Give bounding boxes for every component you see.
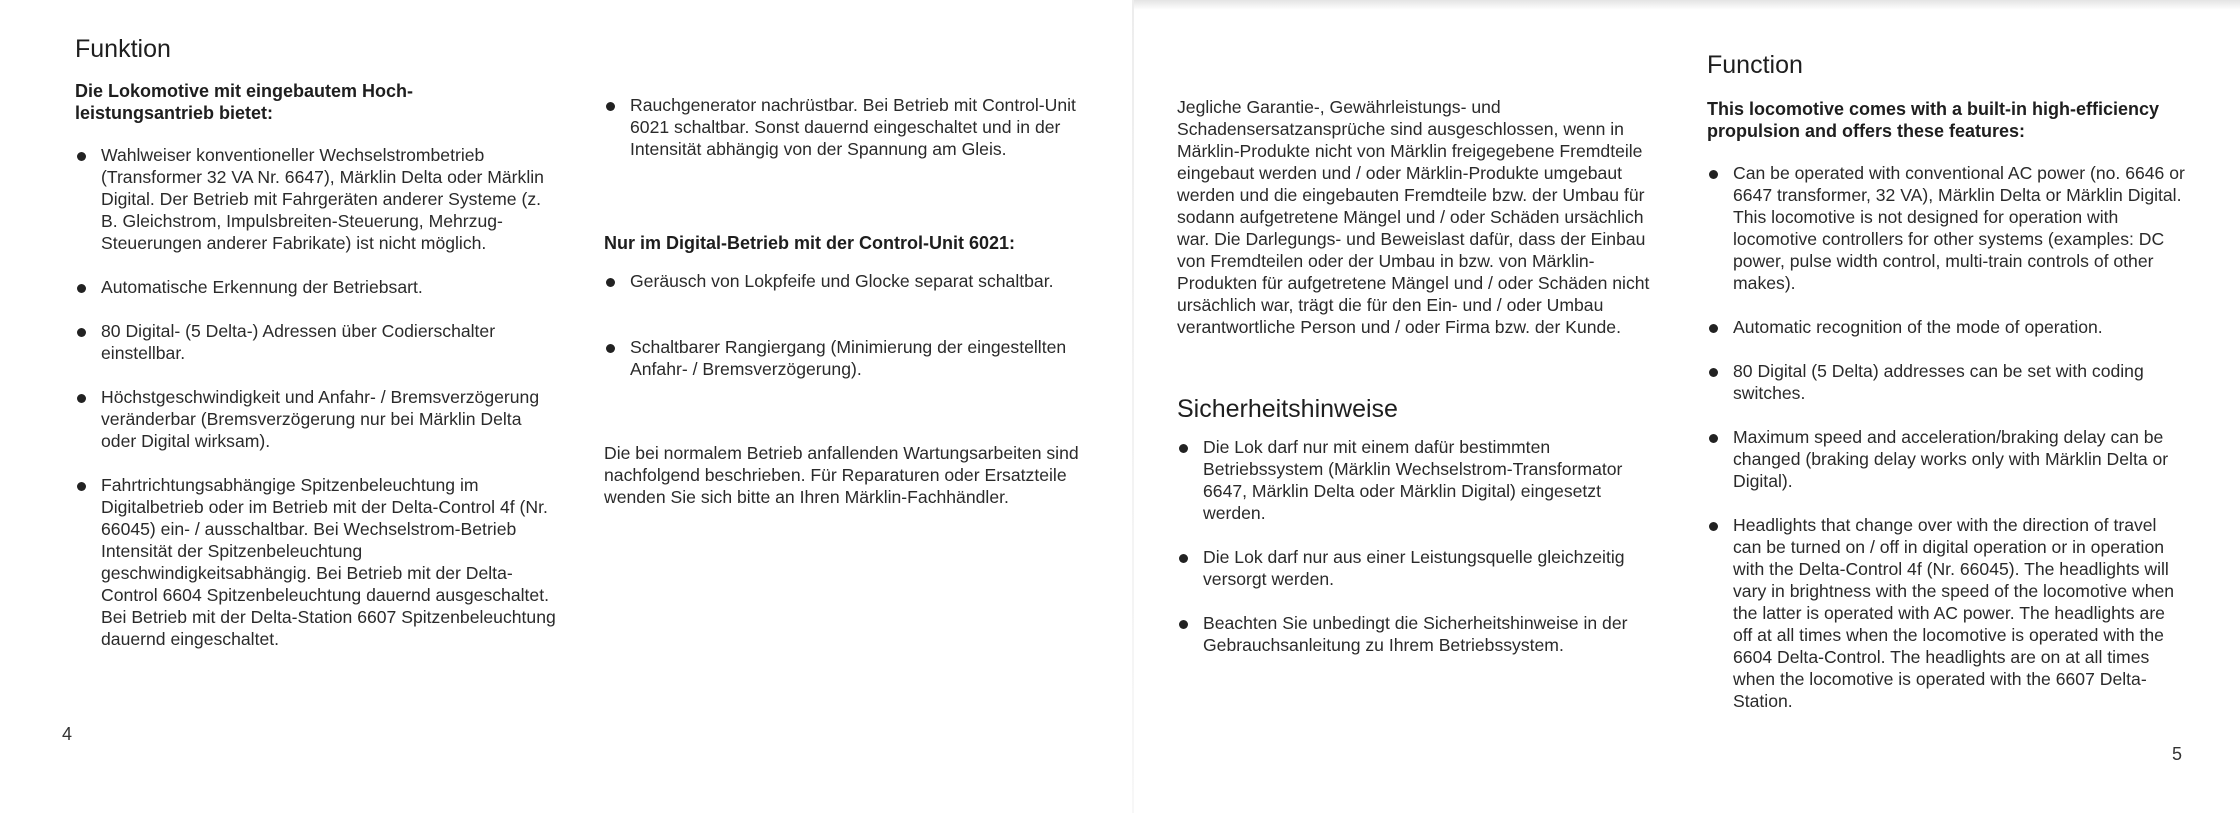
- list-item: Wahlweiser konventioneller Wechselstrombetrieb (Transformer 32 VA Nr. 6647), Märklin Delta oder Märklin Digital. Der Betrieb mit Fahrgeräten anderer Systeme (z. B. Gleichstrom, Impulsbreiten-Steuerung, Mehrzug-Steuerungen anderer Fabrikate) ist nicht möglich.: [75, 144, 557, 276]
- list-item: Rauchgenerator nachrüstbar. Bei Betrieb mit Control-Unit 6021 schaltbar. Sonst dauernd eingeschaltet und in der Intensität abhängig von der Spannung am Gleis.: [604, 94, 1084, 160]
- heading-sicherheitshinweise: Sicherheitshinweise: [1177, 395, 1398, 423]
- page-number-left: 4: [62, 724, 73, 744]
- list-item: Die Lok darf nur aus einer Leistungsquelle gleichzeitig versorgt werden.: [1177, 546, 1659, 612]
- page-gutter: [1132, 0, 1134, 813]
- list-item: Geräusch von Lokpfeife und Glocke separat schaltbar.: [604, 270, 1084, 336]
- list-item: Höchstgeschwindigkeit und Anfahr- / Bremsverzögerung veränderbar (Bremsverzögerung nur bei Märklin Delta oder Digital wirksam).: [75, 386, 557, 474]
- list-item: Fahrtrichtungsabhängige Spitzenbeleuchtung im Digitalbetrieb oder im Betrieb mit der Delta-Control 4f (Nr. 66045) ein- / ausschaltbar. Bei Wechselstrom-Betrieb Intensität der Spitzenbeleuchtung geschwindigkeitsabhängig. Bei Betrieb mit der Delta-Control 6604 Spitzenbeleuchtung dauernd ausgeschaltet. Bei Betrieb mit der Delta-Station 6607 Spitzenbeleuchtung dauernd eingeschaltet.: [75, 474, 557, 650]
- list-item: Beachten Sie unbedingt die Sicherheitshinweise in der Gebrauchsanleitung zu Ihrem Betriebssystem.: [1177, 612, 1659, 656]
- maintenance-paragraph: Die bei normalem Betrieb anfallenden Wartungsarbeiten sind nachfolgend beschrieben. Für Reparaturen oder Ersatzteile wenden Sie sich bitte an Ihren Märklin-Fachhändler.: [604, 443, 1079, 507]
- column-garantie: [1177, 96, 1659, 656]
- warranty-paragraph: Jegliche Garantie-, Gewährleistungs- und Schadensersatzansprüche sind ausgeschlossen, wenn in Märklin-Produkte nicht von Märklin freigegebene Fremdteile eingebaut werden und / oder Märklin-Produkte umgebaut werden und die eingebauten Fremdteile bzw. der Umbau für sodann aufgetretene Mängel und / oder Schäden ursächlich war. Die Darlegungs- und Beweislast dafür, dass der Einbau von Fremdteilen oder der Umbau in bzw. von Märklin-Produkten für aufgetretene Mängel und / oder Schäden nicht ursächlich war, trägt die für den Ein- und / oder Umbau verantwortliche Person und / oder Firma bzw. der Kunde.: [1177, 97, 1650, 337]
- column-funktion: [75, 34, 557, 650]
- heading-function: Function: [1707, 51, 1803, 79]
- list-item: Schaltbarer Rangiergang (Minimierung der eingestellten Anfahr- / Bremsverzögerung).: [604, 336, 1084, 380]
- safety-list: [1177, 436, 1659, 656]
- subheading-locomotive: This locomotive comes with a built-in high-efficiency propulsion and offers these features:: [1707, 99, 2160, 141]
- list-item: Maximum speed and acceleration/braking delay can be changed (braking delay works only with Märklin Delta or Digital).: [1707, 426, 2189, 514]
- scan-shadow: [1134, 0, 2240, 10]
- list-item: Die Lok darf nur mit einem dafür bestimmten Betriebssystem (Märklin Wechselstrom-Transformator 6647, Märklin Delta oder Märklin Digital) eingesetzt werden.: [1177, 436, 1659, 546]
- feature-list-de: [75, 144, 557, 650]
- list-item: 80 Digital- (5 Delta-) Adressen über Codierschalter einstellbar.: [75, 320, 557, 386]
- page-number-right: 5: [2172, 744, 2183, 764]
- list-item: Automatische Erkennung der Betriebsart.: [75, 276, 557, 320]
- list-item: Can be operated with conventional AC power (no. 6646 or 6647 transformer, 32 VA), Märklin Delta or Märklin Digital. This locomotive is not designed for operation with locomotive controllers for other systems (examples: DC power, pulse width control, multi-train controls of other makes).: [1707, 162, 2189, 316]
- column-function: [1707, 50, 2189, 712]
- feature-list-en: [1707, 162, 2189, 712]
- column-rauchgenerator: [604, 94, 1084, 508]
- subheading-digital: Nur im Digital-Betrieb mit der Control-Unit 6021:: [604, 233, 1016, 253]
- list-item: Automatic recognition of the mode of operation.: [1707, 316, 2189, 360]
- list-item: Headlights that change over with the direction of travel can be turned on / off in digital operation or in operation with the Delta-Control 4f (Nr. 66045). The headlights will vary in brightness with the speed of the locomotive when the latter is operated with AC power. The headlights are off at all times when the locomotive is operated with the 6604 Delta-Control. The headlights are on at all times when the locomotive is operated with the 6607 Delta-Station.: [1707, 514, 2189, 712]
- smoke-list: [604, 94, 1084, 160]
- subheading-lokomotive: Die Lokomotive mit eingebautem Hoch-leistungsantrieb bietet:: [75, 81, 414, 123]
- heading-funktion: Funktion: [75, 35, 171, 63]
- digital-feature-list: [604, 270, 1084, 380]
- list-item: 80 Digital (5 Delta) addresses can be set with coding switches.: [1707, 360, 2189, 426]
